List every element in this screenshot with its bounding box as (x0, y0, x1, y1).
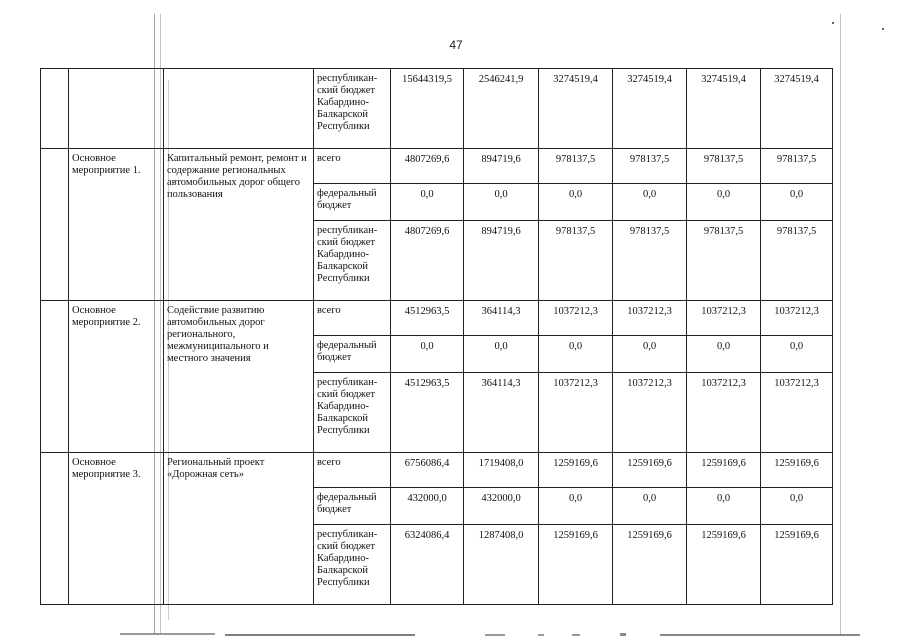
value-year-1: 894719,6 (464, 149, 539, 184)
scan-artifact-line (538, 634, 544, 636)
measure-cell: Основное мероприятие 2. (69, 301, 164, 453)
scan-artifact-line (620, 633, 626, 636)
value-total: 4807269,6 (391, 221, 464, 301)
scan-artifact-line (660, 634, 860, 636)
scan-artifact-line (572, 634, 580, 636)
value-year-4: 1037212,3 (687, 301, 761, 336)
description-cell: Капитальный ремонт, ремонт и содержание региональных автомобильных дорог общего пользования (164, 149, 314, 301)
scan-artifact-line (154, 14, 155, 634)
value-year-5: 3274519,4 (761, 69, 833, 149)
scan-artifact-line (485, 634, 505, 636)
value-total: 6324086,4 (391, 525, 464, 605)
value-year-1: 364114,3 (464, 373, 539, 453)
value-year-2: 978137,5 (539, 221, 613, 301)
source-cell: всего (314, 149, 391, 184)
budget-table (40, 68, 833, 605)
value-year-2: 1037212,3 (539, 373, 613, 453)
measure-cell: Основное мероприятие 3. (69, 453, 164, 605)
value-year-4: 0,0 (687, 184, 761, 221)
value-year-3: 0,0 (613, 488, 687, 525)
value-year-4: 0,0 (687, 488, 761, 525)
value-year-3: 978137,5 (613, 221, 687, 301)
value-year-4: 978137,5 (687, 221, 761, 301)
value-year-1: 1287408,0 (464, 525, 539, 605)
value-year-4: 978137,5 (687, 149, 761, 184)
value-year-2: 0,0 (539, 336, 613, 373)
source-cell: республикан-ский бюджет Кабардино-Балкарской Республики (314, 525, 391, 605)
value-year-1: 894719,6 (464, 221, 539, 301)
value-year-5: 0,0 (761, 488, 833, 525)
value-total: 0,0 (391, 336, 464, 373)
value-year-1: 0,0 (464, 336, 539, 373)
scan-artifact-dot (882, 28, 884, 30)
source-cell: всего (314, 301, 391, 336)
measure-cell: Основное мероприятие 1. (69, 149, 164, 301)
value-total: 0,0 (391, 184, 464, 221)
source-cell: всего (314, 453, 391, 488)
value-year-5: 0,0 (761, 184, 833, 221)
value-total: 4512963,5 (391, 373, 464, 453)
value-year-2: 0,0 (539, 488, 613, 525)
scan-artifact-dot (832, 22, 834, 24)
value-year-3: 0,0 (613, 336, 687, 373)
value-year-5: 0,0 (761, 336, 833, 373)
value-year-3: 978137,5 (613, 149, 687, 184)
value-year-2: 1259169,6 (539, 525, 613, 605)
value-year-3: 1037212,3 (613, 301, 687, 336)
source-cell: федеральный бюджет (314, 184, 391, 221)
description-cell (164, 69, 314, 149)
value-year-1: 432000,0 (464, 488, 539, 525)
value-year-5: 1259169,6 (761, 525, 833, 605)
value-year-1: 0,0 (464, 184, 539, 221)
measure-cell (69, 69, 164, 149)
description-cell: Содействие развитию автомобильных дорог регионального, межмуниципального и местного значения (164, 301, 314, 453)
scan-artifact-line (225, 634, 415, 636)
value-year-4: 1259169,6 (687, 525, 761, 605)
value-year-1: 2546241,9 (464, 69, 539, 149)
value-year-3: 3274519,4 (613, 69, 687, 149)
value-total: 432000,0 (391, 488, 464, 525)
value-total: 4512963,5 (391, 301, 464, 336)
value-total: 15644319,5 (391, 69, 464, 149)
value-year-3: 1259169,6 (613, 453, 687, 488)
row-index-cell (41, 301, 69, 453)
scan-artifact-line (160, 14, 161, 634)
value-year-2: 3274519,4 (539, 69, 613, 149)
value-year-3: 1259169,6 (613, 525, 687, 605)
source-cell: федеральный бюджет (314, 488, 391, 525)
value-year-1: 364114,3 (464, 301, 539, 336)
row-index-cell (41, 69, 69, 149)
scan-artifact-line (168, 80, 169, 620)
scan-artifact-line (120, 633, 215, 635)
value-year-1: 1719408,0 (464, 453, 539, 488)
value-year-3: 0,0 (613, 184, 687, 221)
description-cell: Региональный проект «Дорожная сеть» (164, 453, 314, 605)
value-year-5: 1259169,6 (761, 453, 833, 488)
row-index-cell (41, 453, 69, 605)
value-year-5: 1037212,3 (761, 301, 833, 336)
source-cell: республикан-ский бюджет Кабардино-Балкарской Республики (314, 221, 391, 301)
page-number: 47 (449, 38, 463, 52)
value-year-4: 1259169,6 (687, 453, 761, 488)
value-year-2: 0,0 (539, 184, 613, 221)
row-index-cell (41, 149, 69, 301)
value-year-2: 1259169,6 (539, 453, 613, 488)
value-total: 4807269,6 (391, 149, 464, 184)
value-year-5: 978137,5 (761, 221, 833, 301)
value-year-2: 1037212,3 (539, 301, 613, 336)
source-cell: республикан-ский бюджет Кабардино-Балкарской Республики (314, 373, 391, 453)
value-year-4: 3274519,4 (687, 69, 761, 149)
source-cell: республикан-ский бюджет Кабардино-Балкарской Республики (314, 69, 391, 149)
value-year-4: 1037212,3 (687, 373, 761, 453)
value-total: 6756086,4 (391, 453, 464, 488)
source-cell: федеральный бюджет (314, 336, 391, 373)
scan-artifact-line (840, 14, 841, 634)
value-year-5: 1037212,3 (761, 373, 833, 453)
value-year-4: 0,0 (687, 336, 761, 373)
value-year-5: 978137,5 (761, 149, 833, 184)
value-year-2: 978137,5 (539, 149, 613, 184)
value-year-3: 1037212,3 (613, 373, 687, 453)
